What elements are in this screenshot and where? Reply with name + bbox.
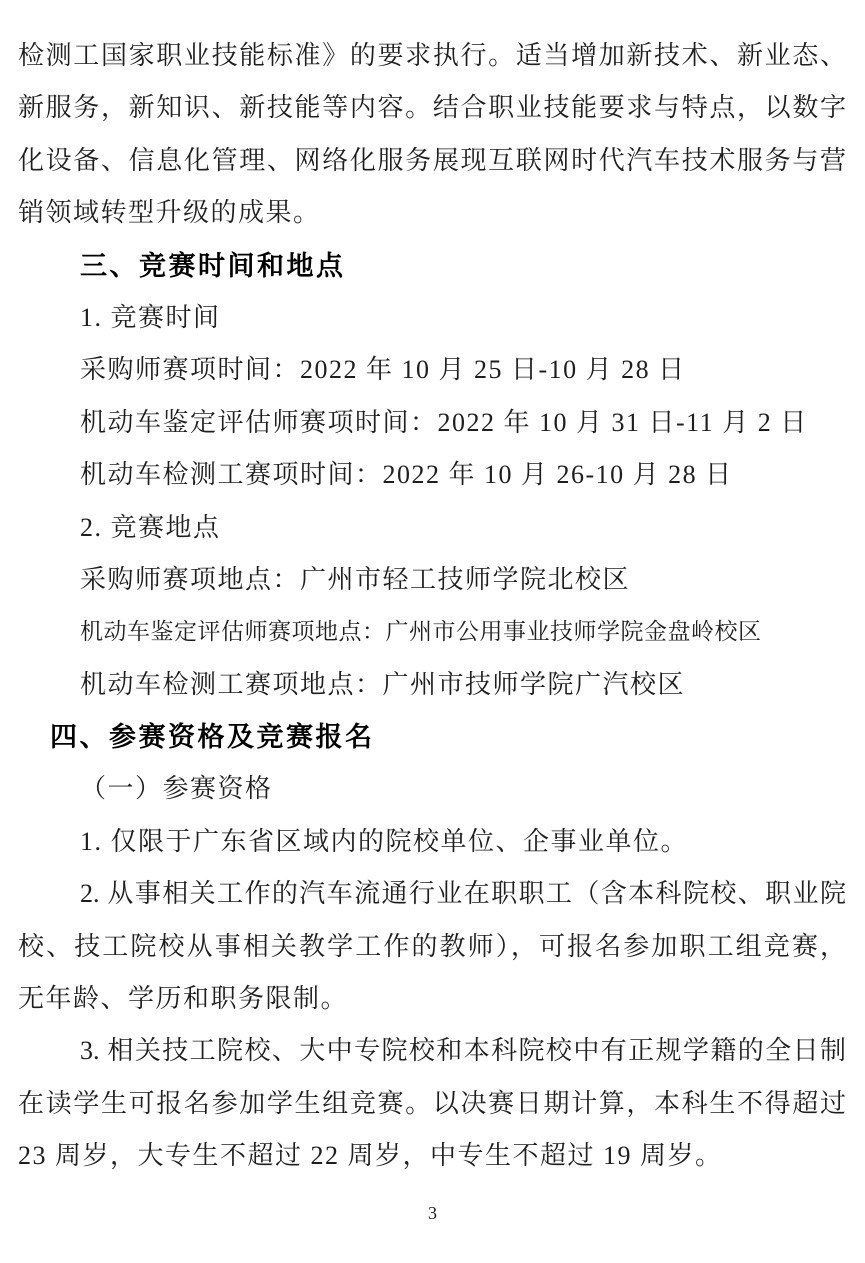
- intro-paragraph-line: 销领域转型升级的成果。: [18, 198, 321, 228]
- eligibility-item-2-line: 2. 从事相关工作的汽车流通行业在职职工（含本科院校、职业院: [80, 879, 846, 909]
- section-heading-eligibility: 四、参赛资格及竞赛报名: [50, 722, 375, 753]
- time-item: 采购师赛项时间：2022 年 10 月 25 日-10 月 28 日: [80, 355, 686, 385]
- eligibility-item-3-line: 3. 相关技工院校、大中专院校和本科院校中有正规学籍的全日制: [80, 1036, 846, 1066]
- eligibility-item-3-line: 23 周岁，大专生不超过 22 周岁，中专生不超过 19 周岁。: [18, 1141, 723, 1171]
- place-item: 采购师赛项地点：广州市轻工技师学院北校区: [80, 564, 631, 594]
- intro-paragraph-line: 检测工国家职业技能标准》的要求执行。适当增加新技术、新业态、: [18, 41, 846, 70]
- time-item: 机动车鉴定评估师赛项时间：2022 年 10 月 31 日-11 月 2 日: [80, 407, 808, 437]
- section-heading-time-place: 三、竞赛时间和地点: [80, 250, 346, 281]
- eligibility-item-2-line: 无年龄、学历和职务限制。: [18, 984, 349, 1014]
- place-item: 机动车检测工赛项地点：广州市技师学院广汽校区: [80, 669, 686, 699]
- document-body: [18, 30, 846, 1183]
- time-item: 机动车检测工赛项时间：2022 年 10 月 26-10 月 28 日: [80, 460, 733, 490]
- intro-paragraph-line: 新服务，新知识、新技能等内容。结合职业技能要求与特点，以数字: [18, 93, 846, 123]
- eligibility-item-1: 1. 仅限于广东省区域内的院校单位、企事业单位。: [80, 826, 689, 856]
- subsection-label-place: 2. 竞赛地点: [80, 512, 221, 542]
- subsection-label-time: 1. 竞赛时间: [80, 302, 221, 332]
- subsection-label-eligibility: （一）参赛资格: [80, 774, 273, 804]
- eligibility-item-3-line: 在读学生可报名参加学生组竞赛。以决赛日期计算，本科生不得超过: [18, 1088, 846, 1118]
- place-item: 机动车鉴定评估师赛项地点：广州市公用事业技师学院金盘岭校区: [80, 619, 762, 645]
- intro-paragraph-line: 化设备、信息化管理、网络化服务展现互联网时代汽车技术服务与营: [18, 145, 846, 175]
- page-number: 3: [428, 1203, 437, 1223]
- eligibility-item-2-line: 校、技工院校从事相关教学工作的教师），可报名参加职工组竞赛，: [18, 931, 846, 961]
